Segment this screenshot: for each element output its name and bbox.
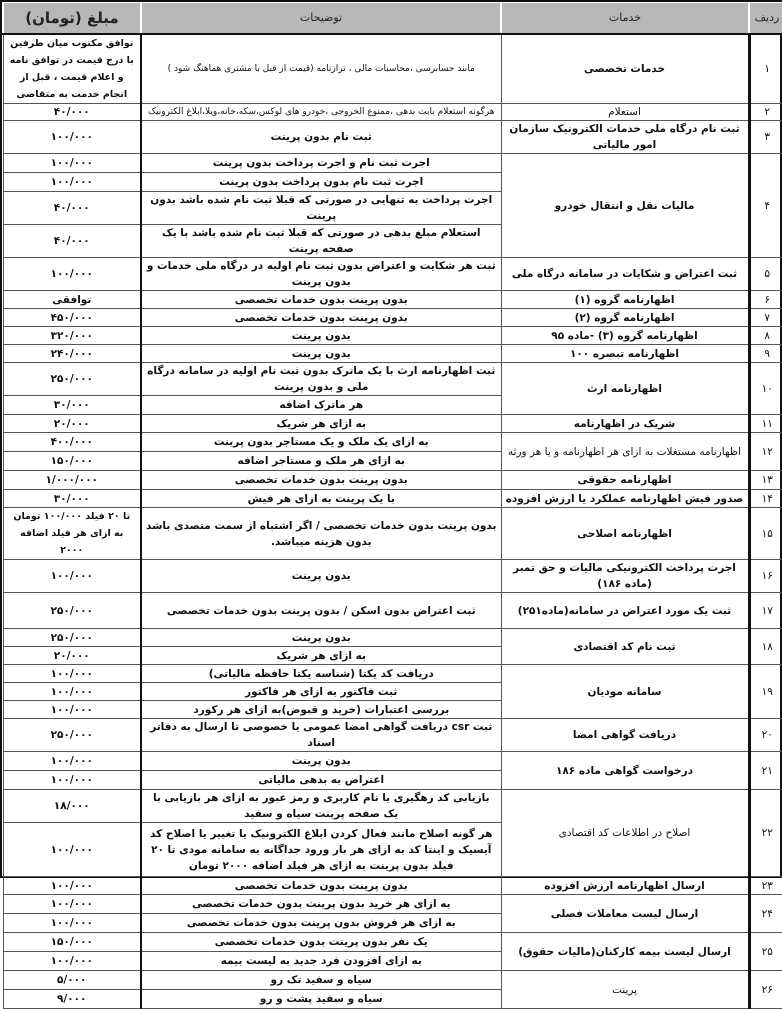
service-name: اظهارنامه گروه (۳) -ماده ۹۵: [501, 327, 749, 345]
description-cell: اجرت ثبت نام بدون پرداخت بدون پرینت: [141, 173, 501, 192]
service-name: اظهارنامه اصلاحی: [501, 508, 749, 560]
service-name: اظهارنامه ارث: [501, 363, 749, 415]
row-number: ۲۶: [749, 971, 782, 1009]
description-cell: استعلام مبلغ بدهی در صورتی که قبلا ثبت نام شده باشد با یک صفحه پرینت: [141, 225, 501, 258]
description-cell: هر گونه اصلاح مانند فعال کردن ابلاغ الکترونیک یا تغییر یا اصلاح کد آیسیک و اینتا کد به ازای هر بار ورود جداگانه به سامانه مودی تا ۲۰ فیلد بدون پرینت به ازای هر فیلد اضافه ۲۰۰۰ تومان: [141, 823, 501, 877]
row-number: ۶: [749, 291, 782, 309]
row-number: ۱۵: [749, 508, 782, 560]
row-number: ۱۱: [749, 415, 782, 433]
row-number: ۴: [749, 154, 782, 258]
row-number: ۲۲: [749, 790, 782, 877]
amount-cell: ۱۰۰/۰۰۰: [3, 683, 141, 701]
table-row: [3, 971, 782, 990]
header-description: توضیحات: [141, 3, 501, 35]
amount-cell: ۴۰/۰۰۰: [3, 225, 141, 258]
row-number: ۲۵: [749, 933, 782, 971]
amount-cell: ۱۵۰/۰۰۰: [3, 452, 141, 471]
amount-cell: ۱۰۰/۰۰۰: [3, 914, 141, 933]
amount-cell: ۴۰۰/۰۰۰: [3, 433, 141, 452]
amount-cell: ۱۰۰/۰۰۰: [3, 258, 141, 291]
table-row: [3, 258, 782, 291]
table-row: [3, 752, 782, 771]
amount-cell: ۱۰۰/۰۰۰: [3, 701, 141, 719]
amount-cell: ۲۵۰/۰۰۰: [3, 593, 141, 629]
amount-cell: ۱۰۰/۰۰۰: [3, 952, 141, 971]
service-name: استعلام: [501, 104, 749, 121]
amount-cell: ۲۵۰/۰۰۰: [3, 363, 141, 396]
description-cell: بدون پرینت بدون خدمات تخصصی: [141, 309, 501, 327]
price-table: [2, 2, 782, 1009]
table-row: [3, 629, 782, 647]
row-number: ۷: [749, 309, 782, 327]
amount-cell: ۱۵۰/۰۰۰: [3, 933, 141, 952]
row-number: ۲۴: [749, 895, 782, 933]
service-name: اظهارنامه مستغلات به ازای هر اظهارنامه و یا هر ورثه: [501, 433, 749, 471]
row-number: ۸: [749, 327, 782, 345]
header-row: [3, 3, 782, 35]
amount-cell: ۴۰/۰۰۰: [3, 192, 141, 225]
description-cell: بدون پرینت: [141, 752, 501, 771]
description-cell: هرگونه استعلام بابت بدهی ،ممنوع الخروجی ،خودرو های لوکس،سکه،خانه،ویلا،ابلاغ الکترونیک: [141, 104, 501, 121]
row-number: ۱۸: [749, 629, 782, 665]
table-row: [3, 291, 782, 309]
table-row: [3, 471, 782, 490]
description-cell: سیاه و سفید تک رو: [141, 971, 501, 990]
amount-cell: ۱/۰۰۰/۰۰۰: [3, 471, 141, 490]
amount-cell: ۱۰۰/۰۰۰: [3, 752, 141, 771]
description-cell: ثبت هر شکایت و اعتراض بدون ثبت نام اولیه در درگاه ملی خدمات و بدون پرینت: [141, 258, 501, 291]
row-number: ۲۰: [749, 719, 782, 752]
description-cell: سیاه و سفید پشت و رو: [141, 990, 501, 1009]
service-name: ارسال اظهارنامه ارزش افزوده: [501, 877, 749, 895]
table-row: [3, 415, 782, 433]
table-row: [3, 665, 782, 683]
description-cell: به ازای هر شریک: [141, 415, 501, 433]
row-number: ۲۳: [749, 877, 782, 895]
row-number: ۱۷: [749, 593, 782, 629]
description-cell: به ازای هر فروش بدون پرینت بدون خدمات تخصصی: [141, 914, 501, 933]
amount-cell: ۳۰/۰۰۰: [3, 396, 141, 415]
description-cell: اجرت پرداخت به تنهایی در صورتی که قبلا ثبت نام شده باشد بدون پرینت: [141, 192, 501, 225]
amount-cell: ۲۰/۰۰۰: [3, 647, 141, 665]
service-name: ثبت نام کد اقتصادی: [501, 629, 749, 665]
amount-cell: ۹/۰۰۰: [3, 990, 141, 1009]
service-name: اظهارنامه تبصره ۱۰۰: [501, 345, 749, 363]
table-row: [3, 309, 782, 327]
amount-cell: ۴۵۰/۰۰۰: [3, 309, 141, 327]
amount-cell: توافقی: [3, 291, 141, 309]
description-cell: به ازای یک ملک و یک مستاجر بدون پرینت: [141, 433, 501, 452]
header-amount: مبلغ (تومان): [3, 3, 141, 35]
row-number: ۱۴: [749, 490, 782, 508]
amount-cell: ۱۰۰/۰۰۰: [3, 154, 141, 173]
row-number: ۱۹: [749, 665, 782, 719]
service-name: اظهارنامه گروه (۲): [501, 309, 749, 327]
description-cell: بدون پرینت بدون خدمات تخصصی: [141, 877, 501, 895]
service-name: اظهارنامه حقوقی: [501, 471, 749, 490]
amount-cell: ۲۴۰/۰۰۰: [3, 345, 141, 363]
table-row: [3, 508, 782, 560]
row-number: ۱۳: [749, 471, 782, 490]
description-cell: به ازای هر ملک و مستاجر اضافه: [141, 452, 501, 471]
header-service: خدمات: [501, 3, 749, 35]
description-cell: یک نفر بدون پرینت بدون خدمات تخصصی: [141, 933, 501, 952]
amount-cell: ۳۲۰/۰۰۰: [3, 327, 141, 345]
service-name: شریک در اظهارنامه: [501, 415, 749, 433]
service-name: درخواست گواهی ماده ۱۸۶: [501, 752, 749, 790]
amount-cell: ۱۸/۰۰۰: [3, 790, 141, 823]
amount-cell: ۵/۰۰۰: [3, 971, 141, 990]
table-row: [3, 895, 782, 914]
description-cell: بدون پرینت بدون خدمات تخصصی / اگر اشتباه از سمت متصدی باشد بدون هزینه میباشد.: [141, 508, 501, 560]
service-name: دریافت گواهی امضا: [501, 719, 749, 752]
description-cell: به ازای هر شریک: [141, 647, 501, 665]
description-cell: به ازای هر خرید بدون پرینت بدون خدمات تخصصی: [141, 895, 501, 914]
row-number: ۵: [749, 258, 782, 291]
description-cell: هر ماترک اضافه: [141, 396, 501, 415]
amount-cell: ۲۵۰/۰۰۰: [3, 629, 141, 647]
table-body: [3, 34, 782, 1009]
table-row: [3, 490, 782, 508]
description-cell: ثبت اعتراض بدون اسکن / بدون پرینت بدون خدمات تخصصی: [141, 593, 501, 629]
service-name: خدمات تخصصی: [501, 34, 749, 104]
service-name: اظهارنامه گروه (۱): [501, 291, 749, 309]
amount-cell: ۱۰۰/۰۰۰: [3, 560, 141, 593]
service-name: پرینت: [501, 971, 749, 1009]
description-cell: بدون پرینت: [141, 629, 501, 647]
table-row: [3, 121, 782, 154]
amount-cell: ۱۰۰/۰۰۰: [3, 665, 141, 683]
service-name: ارسال لیست معاملات فصلی: [501, 895, 749, 933]
description-cell: بدون پرینت: [141, 327, 501, 345]
amount-cell: ۲۰/۰۰۰: [3, 415, 141, 433]
amount-cell: ۲۵۰/۰۰۰: [3, 719, 141, 752]
table-row: [3, 433, 782, 452]
amount-cell: ۴۰/۰۰۰: [3, 104, 141, 121]
row-number: ۳: [749, 121, 782, 154]
description-cell: ثبت نام بدون پرینت: [141, 121, 501, 154]
amount-cell: ۱۰۰/۰۰۰: [3, 823, 141, 877]
table-row: [3, 34, 782, 104]
description-cell: ثبت csr دریافت گواهی امضا عمومی یا خصوصی تا ارسال به دفاتر اسناد: [141, 719, 501, 752]
amount-cell: ۳۰/۰۰۰: [3, 490, 141, 508]
amount-cell: ۱۰۰/۰۰۰: [3, 895, 141, 914]
description-cell: بدون پرینت: [141, 560, 501, 593]
description-cell: ثبت فاکتور به ازای هر فاکتور: [141, 683, 501, 701]
service-name: ارسال لیست بیمه کارکنان(مالیات حقوق): [501, 933, 749, 971]
table-row: [3, 104, 782, 121]
table-row: [3, 719, 782, 752]
description-cell: بدون پرینت بدون خدمات تخصصی: [141, 291, 501, 309]
service-name: اصلاح در اطلاعات کد اقتصادی: [501, 790, 749, 877]
service-name: صدور فیش اظهارنامه عملکرد یا ارزش افزوده: [501, 490, 749, 508]
table-row: [3, 345, 782, 363]
table-row: [3, 363, 782, 396]
description-cell: بازیابی کد رهگیری یا نام کاربری و رمز عبور به ازای هر بازیابی با یک صفحه پرینت سیاه و سفید: [141, 790, 501, 823]
row-number: ۲۱: [749, 752, 782, 790]
service-name: مالیات نقل و انتقال خودرو: [501, 154, 749, 258]
row-number: ۱۶: [749, 560, 782, 593]
description-cell: اعتراض به بدهی مالیاتی: [141, 771, 501, 790]
row-number: ۹: [749, 345, 782, 363]
header-row-no: ردیف: [749, 3, 782, 35]
description-cell: اجرت ثبت نام و اجرت پرداخت بدون پرینت: [141, 154, 501, 173]
service-name: ثبت یک مورد اعتراض در سامانه(ماده۲۵۱): [501, 593, 749, 629]
service-name: اجرت پرداخت الکترونیکی مالیات و حق تمبر (ماده ۱۸۶): [501, 560, 749, 593]
table-row: [3, 877, 782, 895]
service-name: ثبت نام درگاه ملی خدمات الکترونیک سازمان امور مالیاتی: [501, 121, 749, 154]
amount-cell: ۱۰۰/۰۰۰: [3, 771, 141, 790]
service-name: سامانه مودیان: [501, 665, 749, 719]
row-number: ۲: [749, 104, 782, 121]
description-cell: ثبت اظهارنامه ارث با یک ماترک بدون ثبت نام اولیه در سامانه درگاه ملی و بدون پرینت: [141, 363, 501, 396]
description-cell: به ازای افزودن فرد جدید به لیست بیمه: [141, 952, 501, 971]
table-row: [3, 154, 782, 173]
amount-cell: توافق مکتوب میان طرفین با درج قیمت در توافق نامه و اعلام قیمت ، قبل از انجام خدمت به متقاضی: [3, 34, 141, 104]
description-cell: با یک پرینت به ازای هر فیش: [141, 490, 501, 508]
table-row: [3, 790, 782, 823]
table-row: [3, 327, 782, 345]
table-row: [3, 593, 782, 629]
description-cell: بدون پرینت بدون خدمات تخصصی: [141, 471, 501, 490]
row-number: ۱: [749, 34, 782, 104]
description-cell: مانند حسابرسی ،محاسبات مالی ، ترازنامه (قیمت از قبل با مشتری هماهنگ شود ): [141, 34, 501, 104]
amount-cell: ۱۰۰/۰۰۰: [3, 121, 141, 154]
service-name: ثبت اعتراض و شکایات در سامانه درگاه ملی: [501, 258, 749, 291]
row-number: ۱۰: [749, 363, 782, 415]
description-cell: دریافت کد یکتا (شناسه یکتا حافظه مالیاتی): [141, 665, 501, 683]
table-row: [3, 560, 782, 593]
amount-cell: ۱۰۰/۰۰۰: [3, 173, 141, 192]
description-cell: بررسی اعتبارات (خرید و قبوض)به ازای هر رکورد: [141, 701, 501, 719]
description-cell: بدون پرینت: [141, 345, 501, 363]
table-row: [3, 933, 782, 952]
row-number: ۱۲: [749, 433, 782, 471]
amount-cell: تا ۲۰ فیلد ۱۰۰/۰۰۰ تومان به ازای هر فیلد اضافه ۲۰۰۰: [3, 508, 141, 560]
amount-cell: ۱۰۰/۰۰۰: [3, 877, 141, 895]
